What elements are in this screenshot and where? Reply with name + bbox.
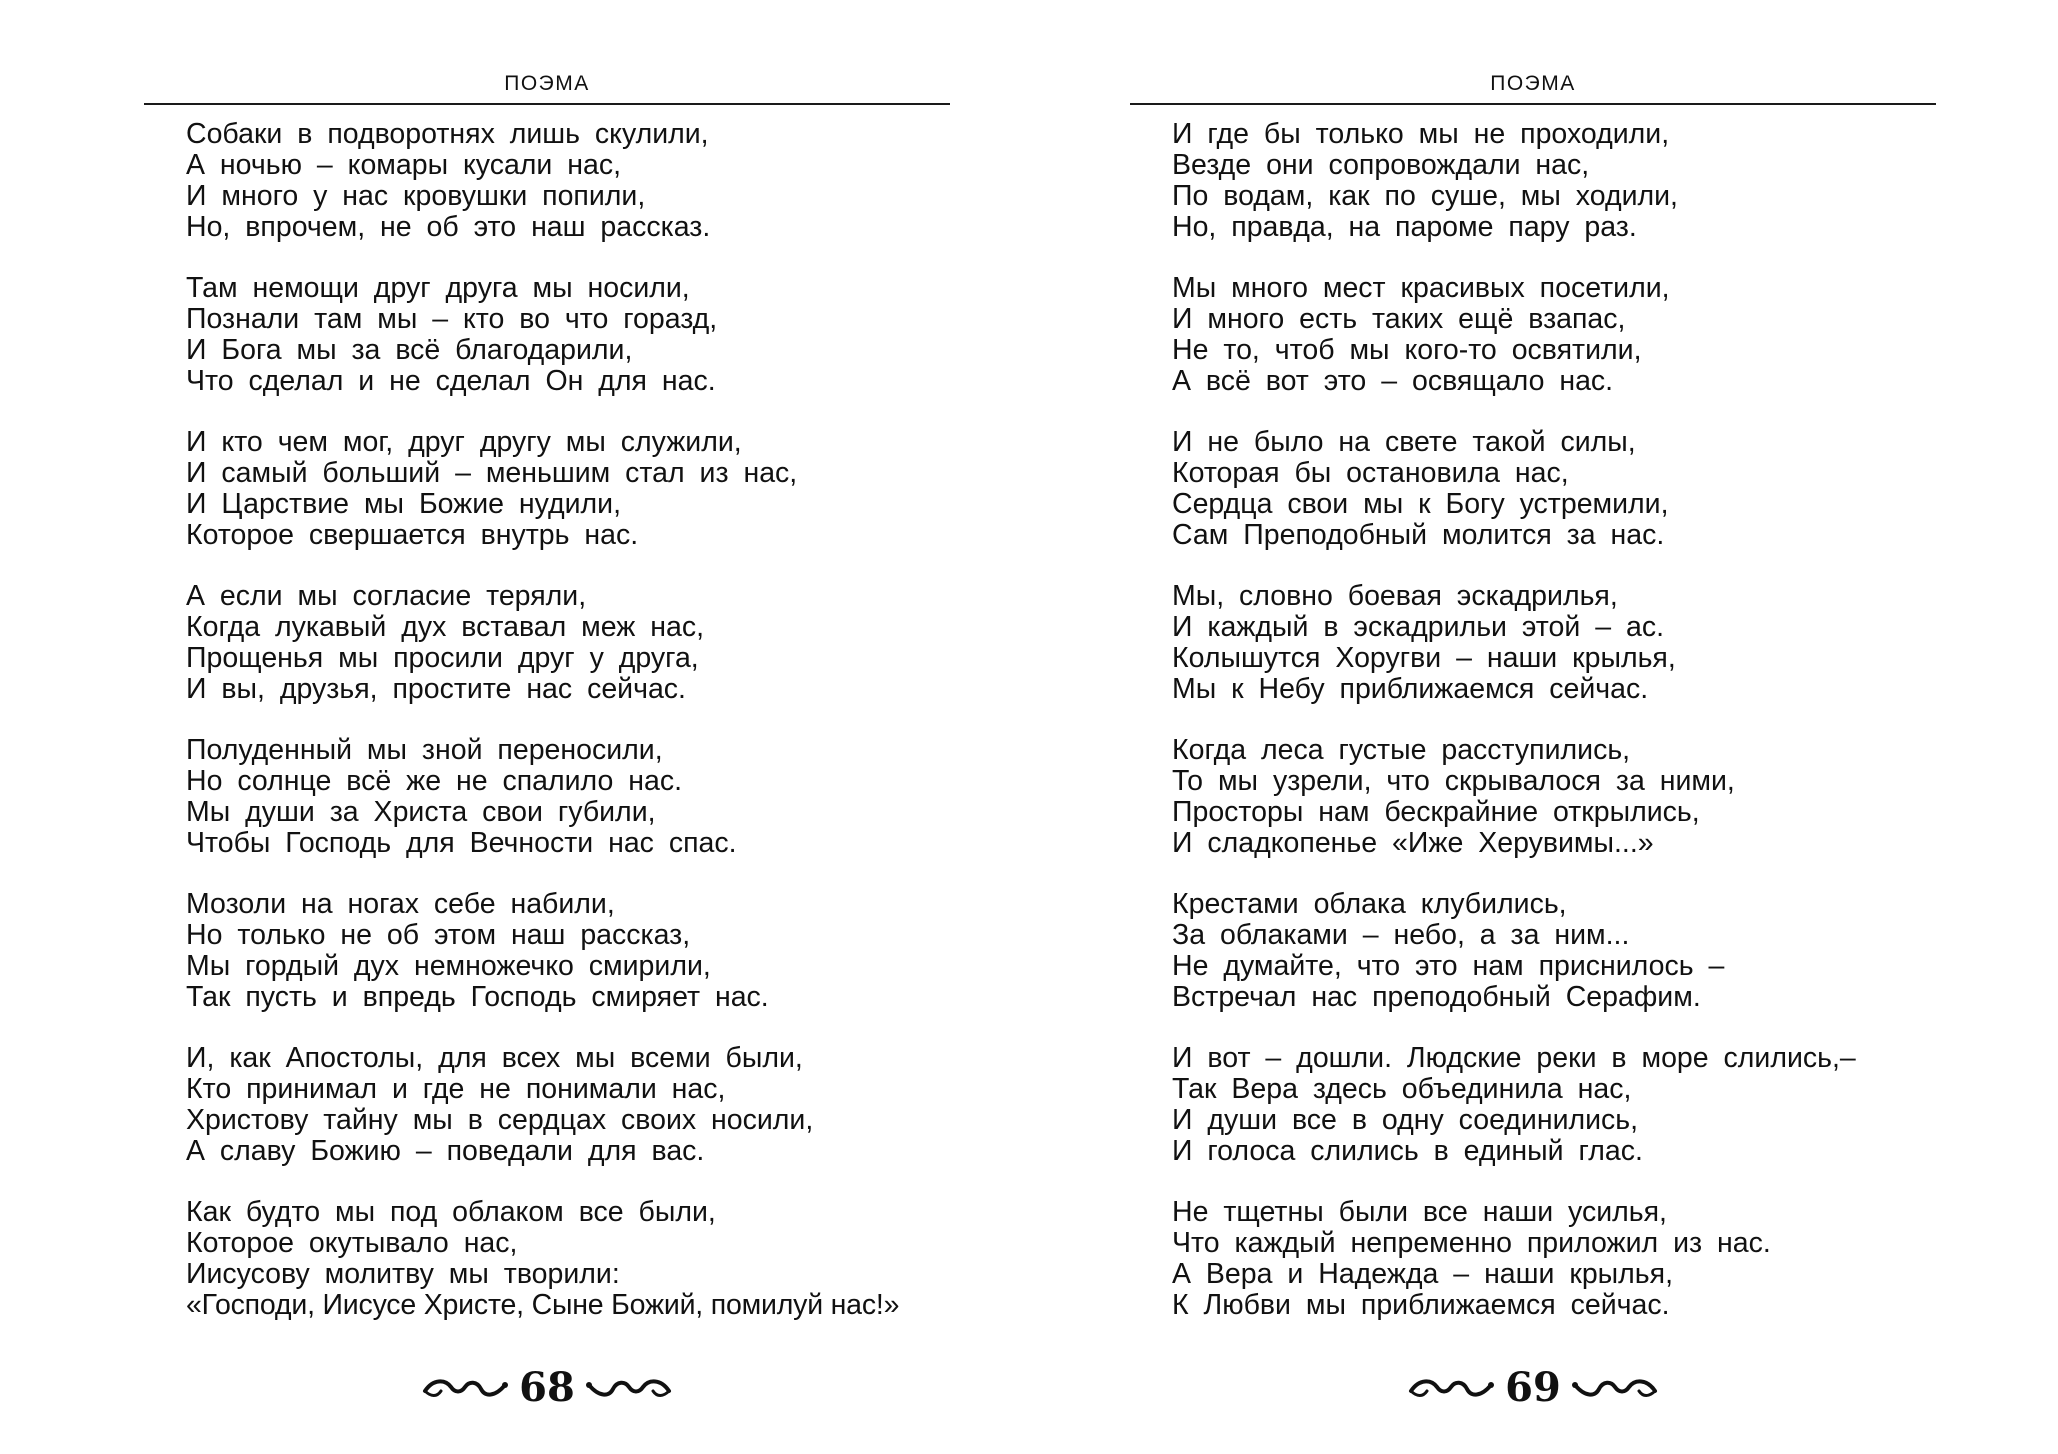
verse-line: Как будто мы под облаком все были, (186, 1196, 716, 1228)
verse-line: Крестами облака клубились, (1172, 888, 1567, 920)
verse-line: Иисусову молитву мы творили: (186, 1258, 620, 1290)
verse-line: А ночью – комары кусали нас, (186, 149, 622, 181)
verse-line: То мы узрели, что скрывалося за ними, (1172, 765, 1735, 797)
stanza (1172, 119, 1932, 243)
page-number-footer (144, 1358, 950, 1418)
header-rule (1130, 103, 1936, 105)
verse-line: Но, впрочем, не об это наш рассказ. (186, 211, 711, 243)
verse-line: И кто чем мог, друг другу мы служили, (186, 426, 742, 458)
flourish-right-icon (585, 1371, 673, 1405)
stanza (186, 1197, 946, 1321)
verse-line: И где бы только мы не проходили, (1172, 118, 1670, 150)
page-number-footer (1130, 1358, 1936, 1418)
verse-line: Христову тайну мы в сердцах своих носили, (186, 1104, 814, 1136)
verse-line: Когда леса густые расступились, (1172, 734, 1631, 766)
stanza (1172, 427, 1932, 551)
verse-line: И души все в одну соединились, (1172, 1104, 1639, 1136)
verse-line: И сладкопенье «Иже Херувимы...» (1172, 827, 1654, 859)
stanza (186, 273, 946, 397)
flourish-left-icon (1407, 1371, 1495, 1405)
flourish-right-icon (1571, 1371, 1659, 1405)
verse-line: Сердца свои мы к Богу устремили, (1172, 488, 1669, 520)
running-head: ПОЭМА (1490, 72, 1576, 95)
verse-line: Которое окутывало нас, (186, 1227, 518, 1259)
verse-line: Так пусть и впредь Господь смиряет нас. (186, 981, 769, 1013)
page-number: 69 (1505, 1364, 1561, 1411)
verse-line: Мы много мест красивых посетили, (1172, 272, 1670, 304)
verse-line: Так Вера здесь объединила нас, (1172, 1073, 1632, 1105)
flourish-left-icon (421, 1371, 509, 1405)
verse-line: Сам Преподобный молится за нас. (1172, 519, 1665, 551)
verse-line: Собаки в подворотнях лишь скулили, (186, 118, 709, 150)
verse-line: По водам, как по суше, мы ходили, (1172, 180, 1678, 212)
stanza (186, 119, 946, 243)
stanza (1172, 1043, 1932, 1167)
verse-line: Мы души за Христа свои губили, (186, 796, 656, 828)
verse-line: Но солнце всё же не спалило нас. (186, 765, 683, 797)
verse-line: И голоса слились в единый глас. (1172, 1135, 1643, 1167)
verse-line: Везде они сопровождали нас, (1172, 149, 1590, 181)
verse-line: Мы, словно боевая эскадрилья, (1172, 580, 1618, 612)
verse-line: Кто принимал и где не понимали нас, (186, 1073, 726, 1105)
verse-line: И много есть таких ещё взапас, (1172, 303, 1626, 335)
verse-line: И Бога мы за всё благодарили, (186, 334, 633, 366)
verse-line: И вот – дошли. Людские реки в море слились,– (1172, 1042, 1856, 1074)
verse-line: За облаками – небо, а за ним... (1172, 919, 1630, 951)
verse-line: Встречал нас преподобный Серафим. (1172, 981, 1701, 1013)
stanza (186, 581, 946, 705)
verse-line: К Любви мы приближаемся сейчас. (1172, 1289, 1670, 1321)
verse-line: Которая бы остановила нас, (1172, 457, 1569, 489)
verse-line: И Царствие мы Божие нудили, (186, 488, 621, 520)
verse-line: Не тщетны были все наши усилья, (1172, 1196, 1667, 1228)
verse-line: Но только не об этом наш рассказ, (186, 919, 691, 951)
poem-text (186, 119, 946, 1351)
verse-line: Чтобы Господь для Вечности нас спас. (186, 827, 737, 859)
verse-line: А славу Божию – поведали для вас. (186, 1135, 705, 1167)
verse-line: Прощенья мы просили друг у друга, (186, 642, 699, 674)
verse-line: Которое свершается внутрь нас. (186, 519, 639, 551)
verse-line: И вы, друзья, простите нас сейчас. (186, 673, 686, 705)
running-head: ПОЭМА (504, 72, 590, 95)
verse-line: Что каждый непременно приложил из нас. (1172, 1227, 1771, 1259)
right-page (1130, 0, 1936, 1454)
verse-line: А если мы согласие теряли, (186, 580, 587, 612)
verse-line: Там немощи друг друга мы носили, (186, 272, 690, 304)
verse-line: Мы гордый дух немножечко смирили, (186, 950, 711, 982)
stanza (186, 735, 946, 859)
verse-line: Мы к Небу приближаемся сейчас. (1172, 673, 1649, 705)
verse-line: Не думайте, что это нам приснилось – (1172, 950, 1725, 982)
verse-line: «Господи, Иисусе Христе, Сыне Божий, помилуй нас!» (186, 1289, 900, 1321)
verse-line: Колышутся Хоругви – наши крылья, (1172, 642, 1676, 674)
verse-line: Полуденный мы зной переносили, (186, 734, 663, 766)
page-number: 68 (519, 1364, 575, 1411)
stanza (186, 889, 946, 1013)
header-rule (144, 103, 950, 105)
verse-line: И много у нас кровушки попили, (186, 180, 646, 212)
stanza (1172, 1197, 1932, 1321)
stanza (1172, 581, 1932, 705)
verse-line: Просторы нам бескрайние открылись, (1172, 796, 1700, 828)
verse-line: А Вера и Надежда – наши крылья, (1172, 1258, 1673, 1290)
verse-line: И, как Апостолы, для всех мы всеми были, (186, 1042, 803, 1074)
verse-line: Что сделал и не сделал Он для нас. (186, 365, 716, 397)
stanza (1172, 273, 1932, 397)
verse-line: И каждый в эскадрильи этой – ас. (1172, 611, 1665, 643)
verse-line: Но, правда, на пароме пару раз. (1172, 211, 1637, 243)
left-page (144, 0, 950, 1454)
verse-line: Не то, чтоб мы кого-то освятили, (1172, 334, 1642, 366)
verse-line: Когда лукавый дух вставал меж нас, (186, 611, 705, 643)
verse-line: И самый больший – меньшим стал из нас, (186, 457, 798, 489)
stanza (186, 427, 946, 551)
verse-line: А всё вот это – освящало нас. (1172, 365, 1614, 397)
stanza (186, 1043, 946, 1167)
verse-line: Познали там мы – кто во что горазд, (186, 303, 718, 335)
stanza (1172, 735, 1932, 859)
verse-line: Мозоли на ногах себе набили, (186, 888, 615, 920)
verse-line: И не было на свете такой силы, (1172, 426, 1636, 458)
stanza (1172, 889, 1932, 1013)
poem-text (1172, 119, 1932, 1351)
